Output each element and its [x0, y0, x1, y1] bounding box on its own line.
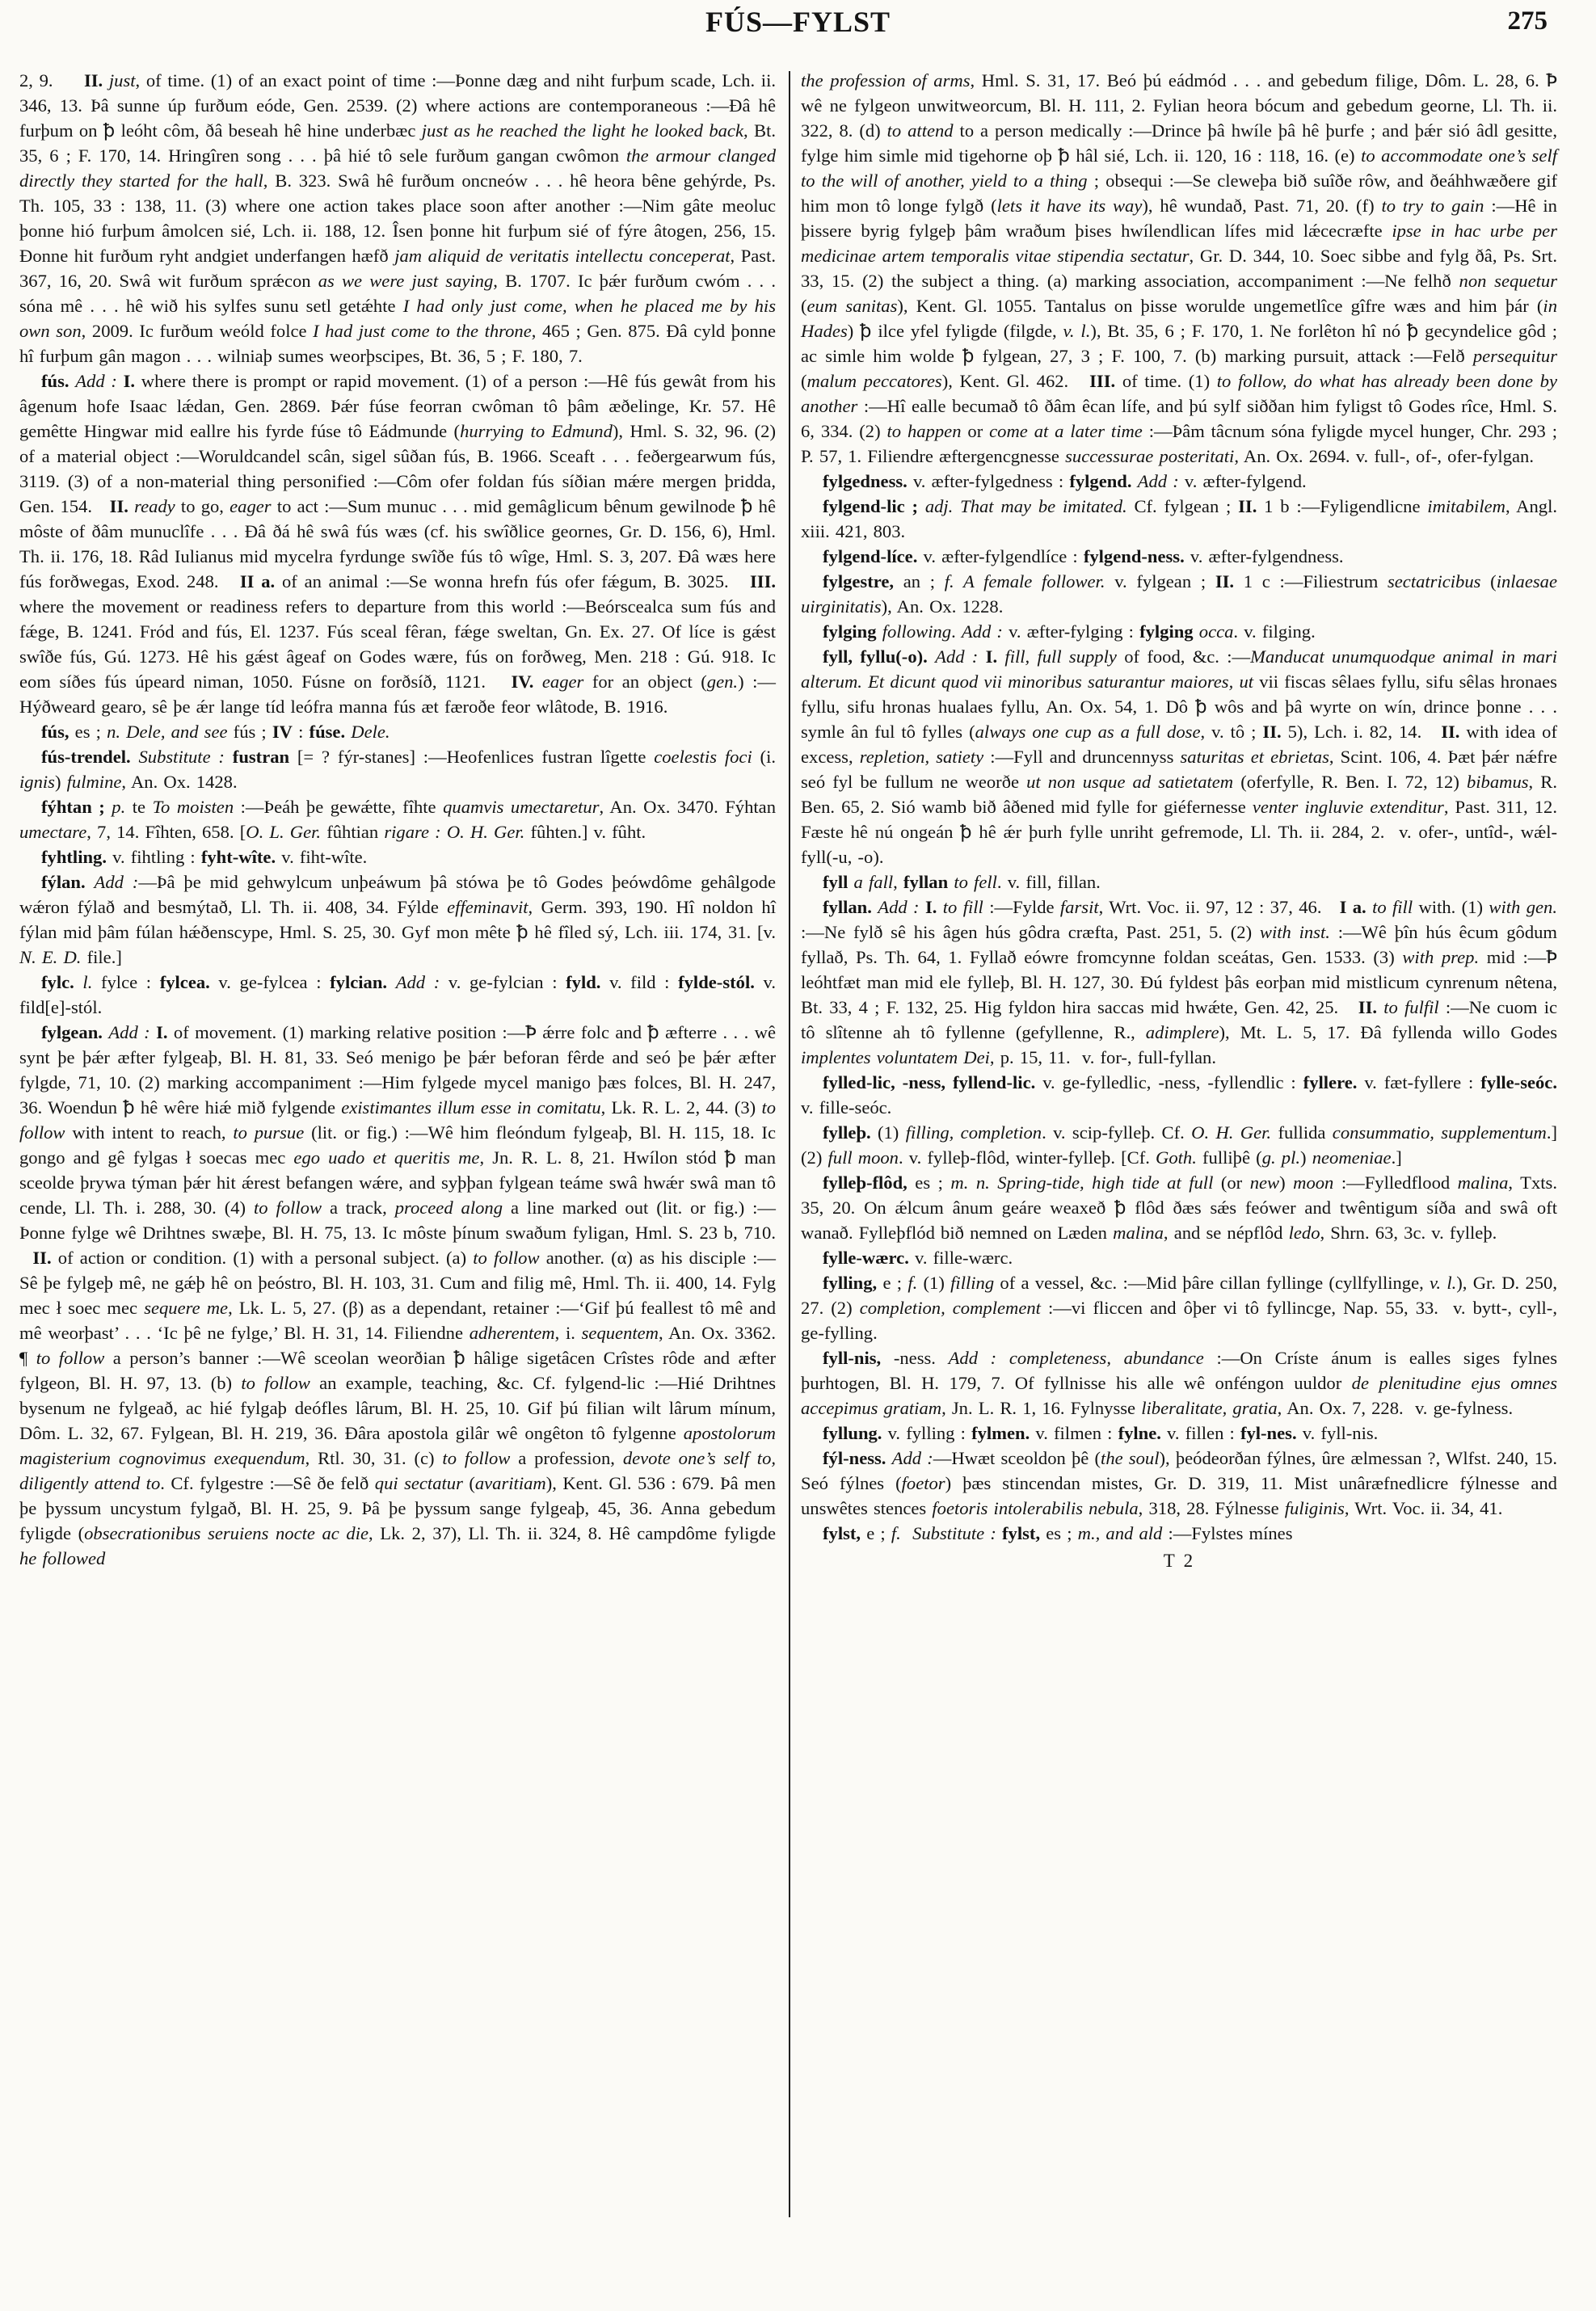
page-header	[19, 0, 1577, 68]
entry-fylan: fýlan. Add :—Þâ þe mid gehwylcum unþeáwum þâ stówa þe tô Godes þeówdôme gehâlgode wǽron fýlað and besmýtað, Ll. Th. ii. 408, 34. Fýlde effeminavit, Germ. 393, 190. Hî noldon hî fýlan mid þâm fúlan hǽðenscype, Hml. S. 25, 30. Gyf mon mête ꝥ hê fîled sý, Lch. iii. 174, 31. [v. N. E. D. file.]	[19, 872, 776, 967]
entry-fus-trendel: fús-trendel. Substitute : fustran [= ? fýr-stanes] :—Heofenlices fustran lîgette coelestis foci (i. ignis) fulmine, An. Ox. 1428.	[19, 747, 777, 792]
left-column	[19, 68, 776, 1571]
entry-fylgean: fylgean. Add : I. of movement. (1) marking relative position :—Ꝥ ǽrre folc and ꝥ æfterre . . . wê synt þe þǽr æfter fylgeaþ, Bl. H. 81, 33. Seó menigo þe þǽr beforan fêrde and seó þe þǽr æfter fylgde, 71, 10. (2) marking accompaniment :—Him fylgede mycel manigo þæs folces, Bl. H. 247, 36. Woendun ꝥ hê wêre hiǽ mið fylgende existimantes illum esse in comitatu, Lk. R. L. 2, 44. (3) to follow with intent to reach, to pursue (lit. or fig.) :—Wê him fleóndum fylgeaþ, Bl. H. 115, 18. Ic gongo and gê fylgas ł soecas mec ego uado et queritis me, Jn. R. L. 8, 21. Hwílon stód ꝥ man sceolde þrywa týman þǽr hit ǽrest befangen wǽre, and syþþan fylgean teáme swâ hwǽr swâ man tô cende, Ll. Th. i. 288, 30. (4) to follow a track, proceed along a line marked out (lit. or fig.) :—Þonne fylge wê Drihtnes swæþe, Bl. H. 75, 13. Ic môste þínum swaðum fyligan, Hml. S. 23 b, 710. II. of action or condition. (1) with a personal subject. (a) to follow another. (α) as his disciple :—Sê þe fylgeþ mê, ne gǽþ hê on þeóstro, Bl. H. 103, 31. Cum and filig mê, Hml. Th. ii. 400, 14. Fylg mec ł soec mec sequere me, Lk. L. 5, 27. (β) as a dependant, retainer :—‘Gif þú feallest tô mê and mê weorþast’ . . . ‘Ic þê ne fylge,’ Bl. H. 31, 14. Filiendne adherentem, i. sequentem, An. Ox. 3362. ¶ to follow a person’s banner :—Wê sceolan weorðian ꝥ hâlige sigetâcen Crîstes rôde and æfter fylgeon, Bl. H. 97, 13. (b) to follow an example, teaching, &c. Cf. fylgend-lic :—Hié Drihtnes bysenum ne fylgeað, ac hié fylgaþ deófles lârum, Bl. H. 25, 10. Gif þú filian wilt lârum mínum, Dôm. L. 32, 67. Fylgean, Bl. H. 219, 36. Ðâra apostola gilâr wê ongêton tô fylgenne apostolorum magisterium cognovimus exequendum, Rtl. 30, 31. (c) to follow a profession, devote one’s self to, diligently attend to. Cf. fylgestre :—Sê ðe felð qui sectatur (avaritiam), Kent. Gl. 536 : 679. Þâ men þe þyssum uncystum fylgað, Bl. H. 25, 9. Þâ þe þyssum sange fylgeaþ, 45, 36. Anna gebedum fyligde (obsecrationibus seruiens nocte ac die, Lk. 2, 37), Ll. Th. ii. 324, 8. Hê campdôme fyligde he followed	[19, 1022, 777, 1568]
entry-fylgend-lic: fylgend-lic ; adj. That may be imitated. Cf. fylgean ; II. 1 b :—Fyligendlicne imitabilem, Angl. xiii. 421, 803.	[801, 496, 1557, 541]
entry-fus: fús. Add : I. where there is prompt or rapid movement. (1) of a person :—Hê fús gewât from his âgenum hofe Isaac lǽdan, Gen. 2869. Þǽr fúse feorran cwôman tô þâm æðelinge, Kr. 57. Hê gemêtte Hingwar mid eallre his fyrde fúse tô Eádmunde (hurrying to Edmund), Hml. S. 32, 96. (2) of a material object :—Woruldcandel scân, sigel sûðan fús, B. 1966. Sceaft . . . feðergearwum fús, 3119. (3) of a non-material thing personified :—Côm ofer foldan fús síðian mǽre mergen þridda, Gen. 154. II. ready to go, eager to act :—Sum munuc . . . mid gemâglicum bênum gewilnode ꝥ hê môste of ðâm munuclîfe . . . Ðâ ðá hê swâ fús wæs (cf. his swîðlice geornes, Gr. D. 156, 6), Hml. Th. ii. 176, 18. Râd Iulianus mid mycelra fyrdunge swîðe fús tô wîge, Hml. S. 3, 207. Ðâ wæs here fús forðwegas, Exod. 248. II a. of an animal :—Se wonna hrefn fús ofer fǽgum, B. 3025. III. where the movement or readiness refers to departure from this world :—Beórscealca sum fús and fǽge, B. 1241. Fród and fús, El. 1237. Fús sceal fêran, fǽge sweltan, Gn. Ex. 27. Of líce is gǽst swîðe fús, Gú. 1273. Hê his gǽst âgeaf on Godes wære, fús on forðweg, Men. 218 : Gú. 918. Ic eom síðes fús úpeard niman, 1050. Fúsne on forðsíð, 1121. IV. eager for an object (gen.) :—Hýðweard gearo, sê þe ǽr lange tíd leófra manna fús æt færoðe feor wlâtode, B. 1916.	[19, 371, 777, 717]
entry-fylgean-continued: the profession of arms, Hml. S. 31, 17. Beó þú eádmód . . . and gebedum filige, Dôm. L. 28, 6. Ꝥ wê ne fylgeon unwitweorcum, Bl. H. 111, 2. Fylian heora bócum and gebedum georne, Ll. Th. ii. 322, 8. (d) to attend to a person medically :—Drince þâ hwíle þâ hê þurfe ; and þǽr sió âdl gesitte, fylge him simle mid tigehorne oþ ꝥ hâl sié, Lch. ii. 120, 16 : 118, 16. (e) to accommodate one’s self to the will of another, yield to a thing ; obsequi :—Se cleweþa bið suîðe rôw, and ðeáhhwæðere gif him mon tô longe fylgð (lets it have its way), hê wundað, Past. 71, 20. (f) to try to gain :—Hê in þissere byrig fylgeþ þâm wraðum þises hwílendlican lífes mid lǽcecræfte ipse in hac urbe per medicinae artem temporalis vitae stipendia sectatur, Gr. D. 344, 10. Soec sibbe and fylg ðâ, Ps. Srt. 33, 15. (2) the subject a thing. (a) marking association, accompaniment :—Ne felhð non sequetur (eum sanitas), Kent. Gl. 1055. Tantalus on þisse worulde ungemetlîce gîfre wæs and him þár (in Hades) ꝥ ilce yfel fyligde (filgde, v. l.), Bt. 35, 6 ; F. 170, 1. Ne forlêton hî nó ꝥ gecyndelice gôd ; ac simle him wolde ꝥ fylgean, 27, 3 ; F. 100, 7. (b) marking pursuit, attack :—Felð persequitur (malum peccatores), Kent. Gl. 462. III. of time. (1) to follow, do what has already been done by another :—Hî ealle becumað tô ðâm êcan lífe, and þú sylf siððan him fyligst tô Godes rîce, Hml. S. 6, 334. (2) to happen or come at a later time :—Þâm tâcnum sóna fyligde mycel hunger, Chr. 293 ; P. 57, 1. Filiendre æftergencgnesse successurae posteritati, An. Ox. 2694. v. full-, of-, ofer-fylgan.	[801, 70, 1558, 466]
entry-fylleth: fylleþ. (1) filling, completion. v. scip-fylleþ. Cf. O. H. Ger. fullida consummatio, supplementum.] (2) full moon. v. fylleþ-flôd, winter-fylleþ. [Cf. Goth. fulliþê (g. pl.) neomeniae.]	[801, 1122, 1558, 1168]
entry-fyllung: fyllung. v. fylling : fylmen. v. filmen : fylne. v. fillen : fyl-nes. v. fyll-nis.	[823, 1423, 1379, 1443]
entry-fylst: fylst, e ; f. Substitute : fylst, es ; m., and ald :—Fylstes mínes	[823, 1523, 1293, 1543]
entry-fylleth-flod: fylleþ-flôd, es ; m. n. Spring-tide, high tide at full (or new) moon :—Fylledflood malina, Txts. 35, 20. On ǽlcum ânum geáre weaxeð ꝥ flôd ðæs sǽs feówer and twêntigum síða and swâ oft wanað. Fylleþflód bið nemned on Læden malina, and se népflôd ledo, Shrn. 63, 3c. v. fylleþ.	[801, 1172, 1557, 1243]
entry-fylle-waerc: fylle-wærc. v. fille-wærc.	[823, 1248, 1013, 1268]
entry-fylging: fylging following. Add : v. æfter-fylging : fylging occa. v. filging.	[823, 621, 1316, 642]
right-column	[801, 68, 1557, 1573]
entry-fyll-fall: fyll a fall, fyllan to fell. v. fill, fillan.	[823, 872, 1101, 892]
entry-continuation-furthum: 2, 9. II. just, of time. (1) of an exact point of time :—Þonne dæg and niht furþum scade, Lch. ii. 346, 13. Þâ sunne úp furðum eóde, Gen. 2539. (2) where actions are contemporaneous :—Ðâ hê furþum on ꝥ leóht côm, ðâ beseah hê hine underbæc just as he reached the light he looked back, Bt. 35, 6 ; F. 170, 14. Hringîren song . . . þâ hié tô sele furðum gangan cwômon the armour clanged directly they started for the hall, B. 323. Swâ hê furðum oncneów . . . hê heora bêne gehýrde, Ps. Th. 105, 33 : 138, 11. (3) where one action takes place soon after another :—Nim gâte meoluc þonne hió furþum âmolcen sié, Lch. ii. 188, 12. Îsen þonne hit furþum sié of fýre âtogen, 256, 15. Ðonne hit furðum ryht andgiet underfangen hæfð jam aliquid de veritatis intellectu conceperat, Past. 367, 16, 20. Swâ wit furðum sprǽcon as we were just saying, B. 1707. Ic þǽr furðum cwóm . . . sóna mê . . . hê wið his sylfes sunu setl getǽhte I had only just come, when he placed me by his own son, 2009. Ic furðum weóld folce I had just come to the throne, 465 ; Gen. 875. Ðâ cyld þonne hî furþum gân magon . . . wilniaþ sumes weorþscipes, Bt. 36, 5 ; F. 180, 7.	[19, 70, 777, 366]
entry-fylgedness: fylgedness. v. æfter-fylgedness : fylgend. Add : v. æfter-fylgend.	[823, 471, 1307, 491]
entry-fylgestre: fylgestre, an ; f. A female follower. v. fylgean ; II. 1 c :—Filiestrum sectatricibus (inlaesae uirginitatis), An. Ox. 1228.	[801, 571, 1557, 617]
entry-fyhtan: fýhtan ; p. te To moisten :—Þeáh þe gewǽtte, fîhte quamvis umectaretur, An. Ox. 3470. Fýhtan umectare, 7, 14. Fîhten, 658. [O. L. Ger. fûhtian rigare : O. H. Ger. fûhten.] v. fûht.	[19, 797, 777, 842]
page-number: 275	[1507, 6, 1548, 36]
entry-fyll-nis: fyll-nis, -ness. Add : completeness, abundance :—On Críste ánum is ealles siges fylnes þurhtogen, Bl. H. 179, 7. Of fyllnisse his alle wê onféngon uuldor de plenitudine ejus omnes accepimus gratiam, Jn. L. R. 1, 16. Fylnysse liberalitate, gratia, An. Ox. 7, 228. v. ge-fylness.	[801, 1348, 1558, 1418]
printer-signature: T 2	[1163, 1551, 1195, 1571]
entry-fylgend-lice: fylgend-líce. v. æfter-fylgendlíce : fylgend-ness. v. æfter-fylgendness.	[823, 546, 1344, 566]
entry-fus-n: fús, es ; n. Dele, and see fús ; IV : fúse. Dele.	[41, 722, 390, 742]
entry-fylled-lic: fylled-lic, -ness, fyllend-lic. v. ge-fylledlic, -ness, -fyllendlic : fyllere. v. fæt-fyllere : fylle-seóc. v. fille-seóc.	[801, 1072, 1557, 1118]
entry-fylc: fylc. l. fylce : fylcea. v. ge-fylcea : fylcian. Add : v. ge-fylcian : fyld. v. fild : fylde-stól. v. fild[e]-stól.	[19, 972, 776, 1017]
entry-fyhtling: fyhtling. v. fihtling : fyht-wîte. v. fiht-wîte.	[41, 847, 368, 867]
entry-fylling: fylling, e ; f. (1) filling of a vessel, &c. :—Mid þâre cillan fyllinge (cyllfyllinge, v. l.), Gr. D. 250, 27. (2) completion, complement :—vi fliccen and ôþer vi tô fyllincge, Nap. 55, 33. v. bytt-, cyll-, ge-fylling.	[801, 1273, 1557, 1343]
column-divider	[789, 71, 790, 2217]
entry-fyl-ness: fýl-ness. Add :—Hwæt sceoldon þê (the soul), þeódeorðan fýlnes, ûre ælmessan ?, Wlfst. 240, 15. Seó fýlnes (foetor) þæs stincendan mistes, Gr. D. 319, 11. Mist unâræfnedlicre fýlnesse and unswêtes stences foetoris intolerabilis nebula, 318, 28. Fýlnesse fuliginis, Wrt. Voc. ii. 34, 41.	[801, 1448, 1557, 1518]
running-head: FÚS—FYLST	[705, 6, 891, 38]
entry-fyllan: fyllan. Add : I. to fill :—Fylde farsit, Wrt. Voc. ii. 97, 12 : 37, 46. I a. to fill with. (1) with gen. :—Ne fylð sê his âgen hús gôdra cræfta, Past. 251, 5. (2) with inst. :—Wê þîn hús êcum gôdum fyllað, Ps. Th. 64, 1. Fyllað eówre fromcynne foldan sceátas, Gen. 1533. (3) with prep. mid :—Ꝥ leóhtfæt man mid ele fylleþ, Bl. H. 127, 30. Ðú fyldest þâs eorþan mid mistlicum cynrenum nêtena, Bt. 33, 4 ; F. 132, 25. Hig fyldon hira saccas mid hwǽte, Gen. 42, 25. II. to fulfil :—Ne cuom ic tô slîtenne ah tô fyllenne (gefyllenne, R., adimplere), Mt. L. 5, 17. Ðâ fyllenda willo Godes implentes voluntatem Dei, p. 15, 11. v. for-, full-fyllan.	[801, 897, 1558, 1067]
entry-fyll: fyll, fyllu(-o). Add : I. fill, full supply of food, &c. :—Manducat unumquodque animal in mari alterum. Et dicunt quod vii minoribus saturantur maiores, ut vii fiscas sêlaes fyllu, sifu sêlas hronaes fyllu, sifu hronas hualaes fyllu, An. Ox. 54, 1. Dô ꝥ wôs and þâ wyrte on wín, drince þonne . . . symle ân ful tô fylles (always one cup as a full dose, v. tô ; II. 5), Lch. i. 82, 14. II. with idea of excess, repletion, satiety :—Fyll and druncennyss saturitas et ebrietas, Scint. 106, 4. Þæt þǽr nǽfre seó fyl be fullum ne weorðe ut non usque ad satietatem (oferfylle, R. Ben. I. 72, 12) bibamus, R. Ben. 65, 2. Sió wamb bið âðened mid fylle for giéfernesse venter ingluvie extenditur, Past. 311, 12. Fæste hê nú ongeán ꝥ hê ǽr þurh fylle unriht gefremode, Ll. Th. ii. 284, 2. v. ofer-, untîd-, wǽl-fyll(-u, -o).	[801, 646, 1558, 867]
text-columns	[19, 68, 1577, 2217]
